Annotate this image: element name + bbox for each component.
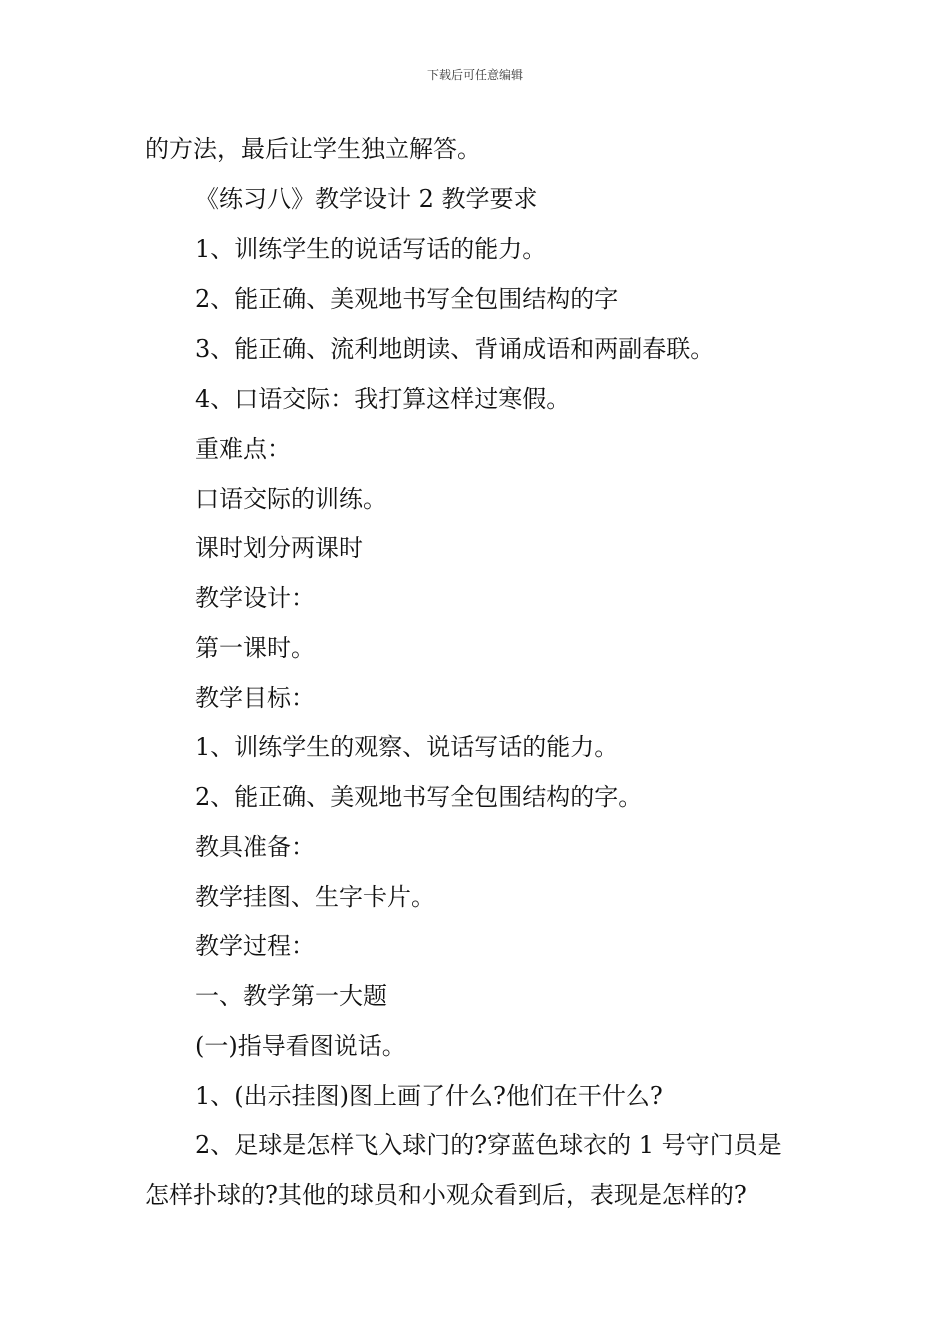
text-line: 3、能正确、流利地朗读、背诵成语和两副春联。 bbox=[195, 335, 715, 363]
text-line: 2、能正确、美观地书写全包围结构的字 bbox=[195, 285, 619, 313]
text-line: 1、训练学生的说话写话的能力。 bbox=[195, 235, 547, 263]
text-line: 口语交际的训练。 bbox=[195, 485, 387, 513]
text-line: 第一课时。 bbox=[195, 634, 315, 662]
text-line: 1、训练学生的观察、说话写话的能力。 bbox=[195, 733, 619, 761]
text-line: (一)指导看图说话。 bbox=[195, 1032, 406, 1060]
text-line: 重难点： bbox=[195, 435, 291, 463]
text-line: 2、足球是怎样飞入球门的?穿蓝色球衣的 1 号守门员是 bbox=[195, 1131, 782, 1159]
text-line: 课时划分两课时 bbox=[195, 534, 363, 562]
text-line: 教学挂图、生字卡片。 bbox=[195, 883, 435, 911]
text-line: 1、(出示挂图)图上画了什么?他们在干什么? bbox=[195, 1082, 663, 1110]
page-header: 下载后可任意编辑 bbox=[426, 68, 523, 82]
text-line: 教具准备： bbox=[195, 833, 315, 861]
text-line: 一、教学第一大题 bbox=[195, 982, 387, 1010]
text-line: 4、口语交际：我打算这样过寒假。 bbox=[195, 385, 571, 413]
text-line: 《练习八》教学设计 2 教学要求 bbox=[195, 185, 538, 213]
text-line: 的方法，最后让学生独立解答。 bbox=[145, 135, 481, 163]
text-line: 教学过程： bbox=[195, 932, 315, 960]
text-line: 2、能正确、美观地书写全包围结构的字。 bbox=[195, 783, 643, 811]
text-line: 教学设计： bbox=[195, 584, 315, 612]
text-line: 教学目标： bbox=[195, 684, 315, 712]
text-line: 怎样扑球的?其他的球员和小观众看到后，表现是怎样的? bbox=[145, 1181, 747, 1209]
